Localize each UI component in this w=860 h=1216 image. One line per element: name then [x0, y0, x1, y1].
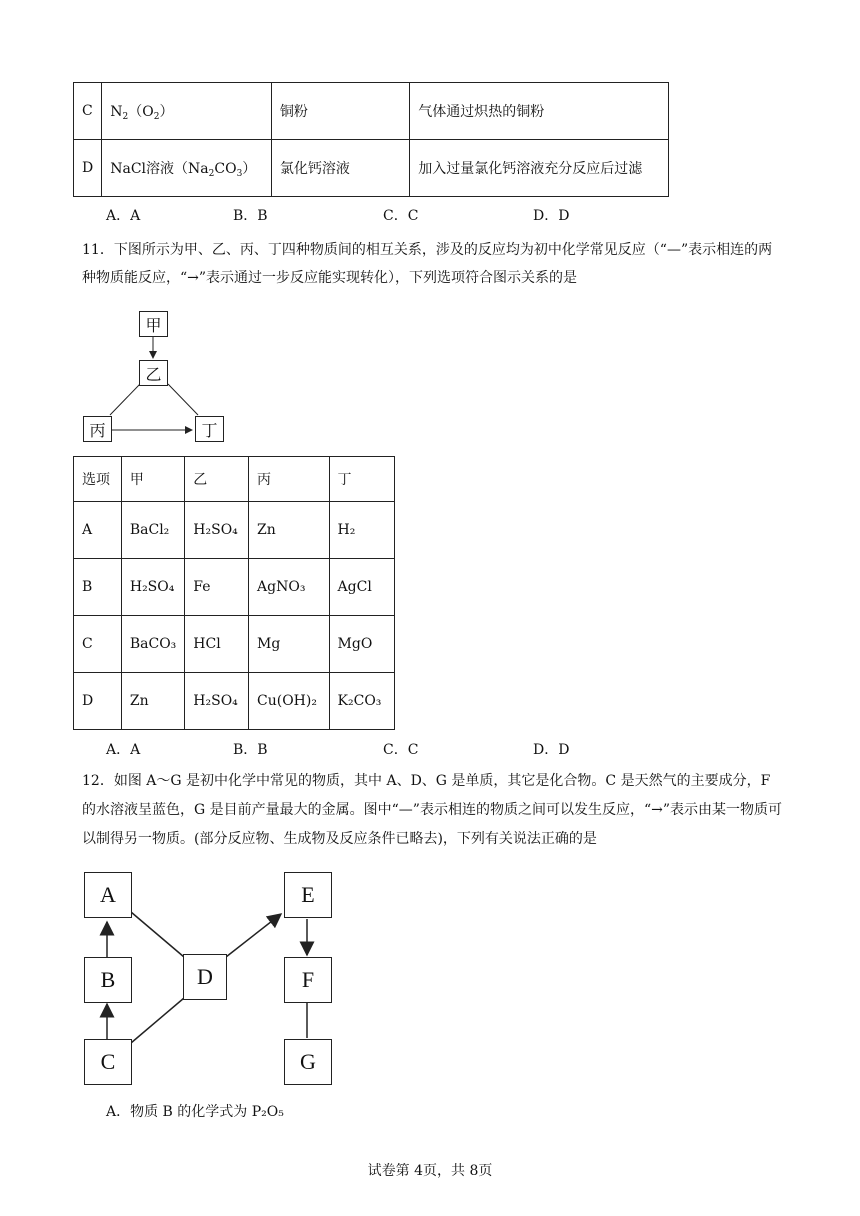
row-reagent: 铜粉	[271, 83, 409, 140]
header-yi: 乙	[185, 457, 249, 502]
node-f: F	[284, 957, 332, 1003]
cell: A	[74, 502, 122, 559]
header-bing: 丙	[249, 457, 330, 502]
cell: HCl	[185, 616, 249, 673]
line-c-d	[131, 998, 184, 1043]
table-row	[74, 616, 395, 673]
cell: MgO	[329, 616, 394, 673]
row-letter: D	[74, 140, 102, 197]
header-option: 选项	[74, 457, 122, 502]
cell: Fe	[185, 559, 249, 616]
cell: Zn	[249, 502, 330, 559]
row-letter: C	[74, 83, 102, 140]
header-jia: 甲	[121, 457, 184, 502]
node-g: G	[284, 1039, 332, 1085]
page-footer: 试卷第 4页，共 8页	[367, 1163, 493, 1179]
line-a-d	[131, 912, 184, 957]
node-a: A	[84, 872, 132, 918]
row-item: NaCl溶液$(Na_2CO_3)$	[102, 140, 272, 197]
row-method: 气体通过炽热的铜粉	[410, 83, 669, 140]
line-yi-bing	[110, 384, 140, 415]
line-yi-ding	[168, 384, 198, 415]
cell: Mg	[249, 616, 330, 673]
cell: AgNO₃	[249, 559, 330, 616]
node-yi: 乙	[139, 360, 168, 386]
option-b[interactable]: B．B	[233, 208, 268, 224]
table-header	[74, 457, 395, 502]
node-e: E	[284, 872, 332, 918]
option-a[interactable]: A．A	[106, 208, 141, 224]
option-b[interactable]: B．B	[233, 742, 268, 758]
option-d[interactable]: D．D	[533, 742, 570, 758]
table-row	[74, 673, 395, 730]
table-row	[74, 559, 395, 616]
cell: B	[74, 559, 122, 616]
cell: Zn	[121, 673, 184, 730]
node-bing: 丙	[83, 416, 112, 442]
cell: BaCO₃	[121, 616, 184, 673]
node-b: B	[84, 957, 132, 1003]
option-a[interactable]: A．A	[106, 742, 141, 758]
header-ding: 丁	[329, 457, 394, 502]
cell: BaCl₂	[121, 502, 184, 559]
table-row	[74, 502, 395, 559]
option-d[interactable]: D．D	[533, 208, 570, 224]
q12-stem: 12．如图 A～G 是初中化学中常见的物质，其中 A、D、G 是单质，其它是化合物。C 是天然气的主要成分，F 的水溶液呈蓝色，G 是目前产量最大的金属。图中“—”表示相连的物质之间可以发生反应，“→”表示由某一物质可以制得另一物质。(部分反应物、生成物及反应条件已略去)，下列有关说法正确的是	[82, 773, 782, 847]
cell: H₂	[329, 502, 394, 559]
arrow-d-to-e	[226, 914, 281, 957]
cell: AgCl	[329, 559, 394, 616]
cell: K₂CO₃	[329, 673, 394, 730]
q11-table	[73, 456, 395, 730]
cell: C	[74, 616, 122, 673]
option-c[interactable]: C．C	[383, 742, 419, 758]
cell: D	[74, 673, 122, 730]
cell: H₂SO₄	[185, 673, 249, 730]
cell: H₂SO₄	[121, 559, 184, 616]
q11-stem: 11．下图所示为甲、乙、丙、丁四种物质间的相互关系，涉及的反应均为初中化学常见反应（“—”表示相连的两种物质能反应，“→”表示通过一步反应能实现转化），下列选项符合图示关系的是	[82, 242, 773, 286]
row-item: $N_2(O_2)$	[102, 83, 272, 140]
node-c: C	[84, 1039, 132, 1085]
q12-option-a[interactable]: A．物质 B 的化学式为 P₂O₅	[106, 1104, 284, 1120]
node-ding: 丁	[195, 416, 224, 442]
row-reagent: 氯化钙溶液	[271, 140, 409, 197]
cell: H₂SO₄	[185, 502, 249, 559]
row-method: 加入过量氯化钙溶液充分反应后过滤	[410, 140, 669, 197]
cell: Cu(OH)₂	[249, 673, 330, 730]
option-c[interactable]: C．C	[383, 208, 419, 224]
node-jia: 甲	[139, 311, 168, 337]
node-d: D	[183, 954, 227, 1000]
